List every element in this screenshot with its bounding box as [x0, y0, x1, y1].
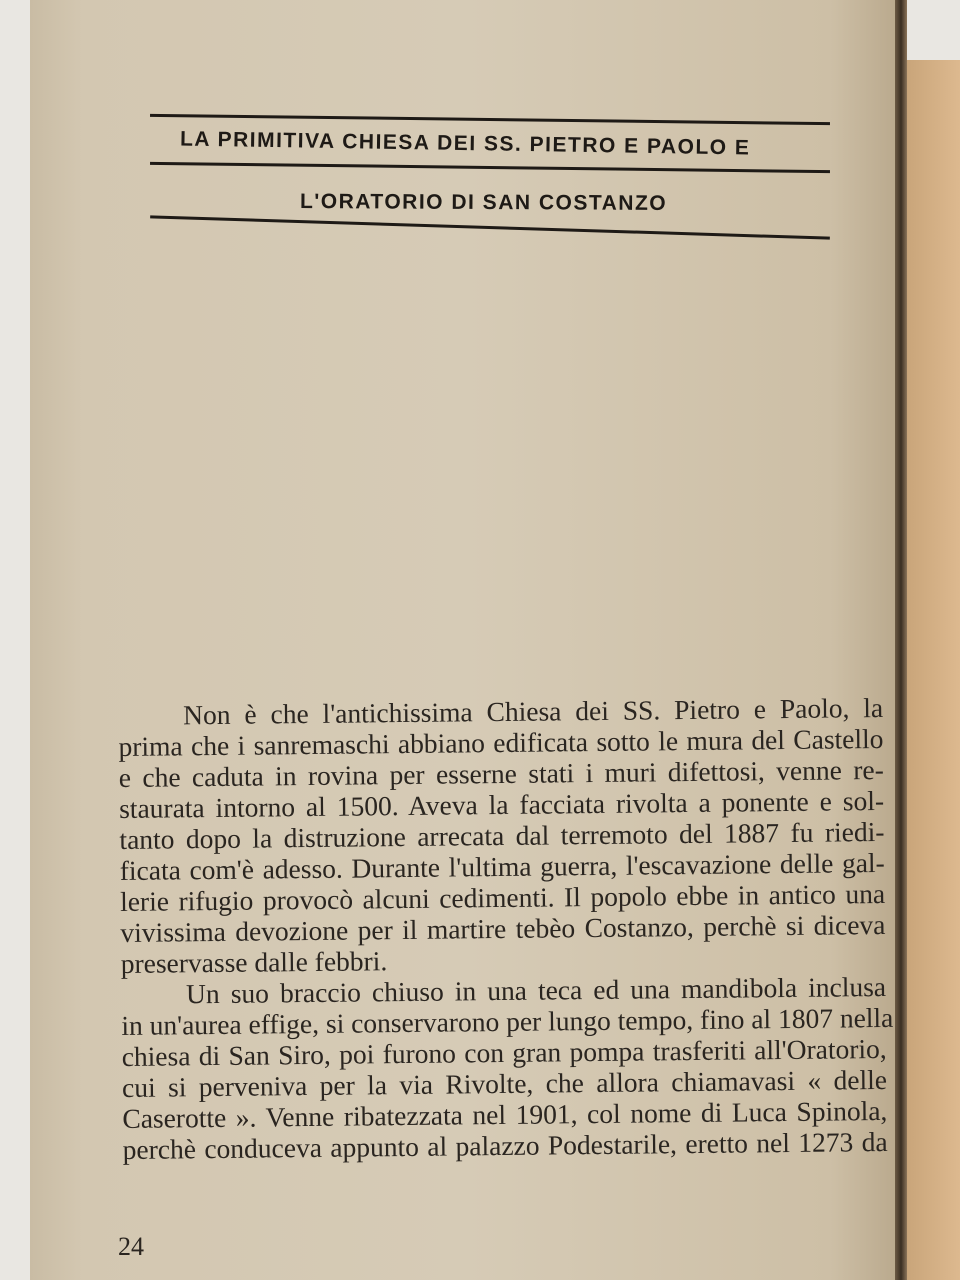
body-line: preservasse dalle febbri. [120, 945, 388, 979]
book-spine-fold [895, 0, 907, 1280]
body-line: lerie rifugio provocò alcuni cedimenti. Il popolo ebbe in antico una [119, 877, 886, 917]
body-line: e che caduta in rovina per esserne stati i muri difettosi, venne re- [118, 753, 884, 793]
body-line: perchè conduceva appunto al palazzo Podestarile, eretto nel 1273 da [122, 1125, 888, 1165]
body-line: chiesa di San Siro, poi furono con gran pompa trasferiti all'Oratorio, [121, 1032, 887, 1072]
heading-line-1: LA PRIMITIVA CHIESA DEI SS. PIETRO E PAOLO E [179, 127, 751, 160]
body-line: cui si perveniva per la via Rivolte, che allora chiamavasi « delle [121, 1063, 888, 1103]
facing-page-edge [907, 60, 960, 1280]
page-number: 24 [118, 1232, 144, 1261]
body-line: staurata intorno al 1500. Aveva la facciata rivolta a ponente e sol- [118, 784, 885, 824]
body-line: tanto dopo la distruzione arrecata dal terremoto del 1887 fu riedi- [119, 815, 885, 855]
body-line: vivissima devozione per il martire tebèo Costanzo, perchè si diceva [120, 908, 886, 948]
body-line: Un suo braccio chiuso in una teca ed una mandibola inclusa [185, 970, 887, 1010]
body-line: ficata com'è adesso. Durante l'ultima guerra, l'escavazione delle gal- [119, 846, 885, 886]
body-line: Caserotte ». Venne ribatezzata nel 1901, col nome di Luca Spinola, [122, 1094, 888, 1134]
heading-line-2: L'ORATORIO DI SAN COSTANZO [299, 190, 668, 215]
body-line: in un'aurea effige, si conservarono per lungo tempo, fino al 1807 nella [121, 1001, 894, 1041]
body-line: prima che i sanremaschi abbiano edificata sotto le mura del Castello [118, 722, 884, 762]
body-text [118, 691, 894, 1165]
body-line: Non è che l'antichissima Chiesa dei SS. Pietro e Paolo, la [182, 691, 884, 731]
